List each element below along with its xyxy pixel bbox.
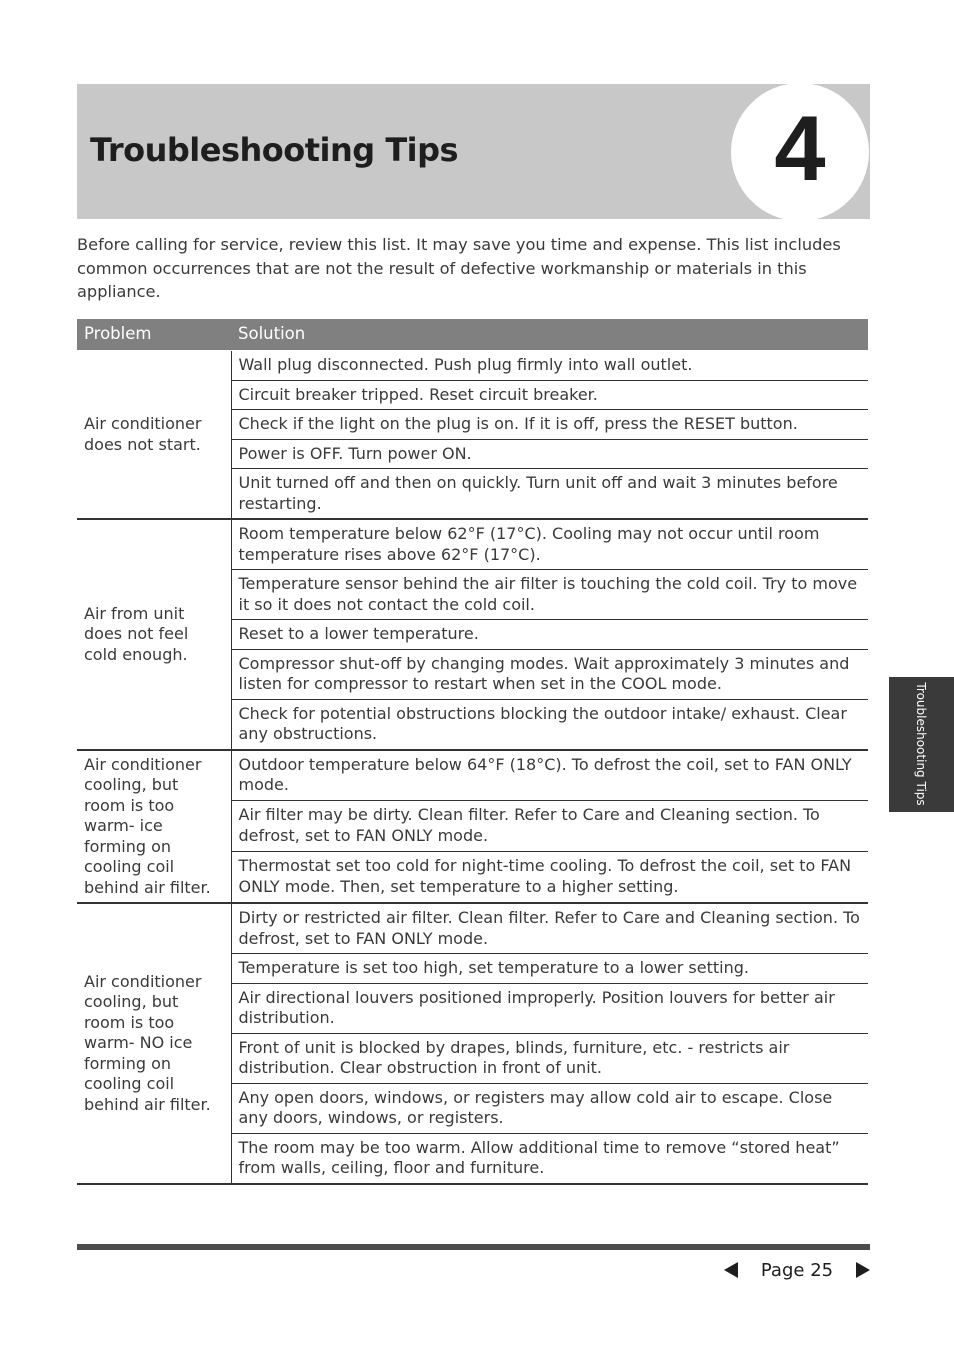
chapter-number: 4 — [774, 98, 826, 200]
section-side-tab[interactable] — [889, 677, 954, 812]
troubleshooting-table — [77, 319, 868, 1185]
solution-cell: Temperature is set too high, set temperature to a lower setting. — [231, 954, 868, 984]
solution-cell: Check for potential obstructions blocking the outdoor intake/ exhaust. Clear any obstructions. — [231, 699, 868, 750]
chapter-header — [77, 84, 870, 219]
page-title: Troubleshooting Tips — [90, 131, 459, 169]
problem-cell: Air conditioner cooling, but room is too warm- ice forming on cooling coil behind air filter. — [77, 750, 231, 904]
solution-cell: Thermostat set too cold for night-time cooling. To defrost the coil, set to FAN ONLY mode. Then, set temperature to a higher setting. — [231, 852, 868, 903]
problem-cell: Air conditioner cooling, but room is too warm- NO ice forming on cooling coil behind air filter. — [77, 903, 231, 1184]
page-number: Page 25 — [760, 1259, 834, 1281]
solution-cell: Air filter may be dirty. Clean filter. Refer to Care and Cleaning section. To defrost, set to FAN ONLY mode. — [231, 801, 868, 852]
solution-cell: Reset to a lower temperature. — [231, 620, 868, 650]
column-header-problem: Problem — [77, 319, 231, 351]
chapter-badge — [731, 84, 869, 219]
triangle-right-icon[interactable] — [856, 1262, 870, 1278]
triangle-left-icon[interactable] — [724, 1262, 738, 1278]
solution-cell: Check if the light on the plug is on. If it is off, press the RESET button. — [231, 410, 868, 440]
solution-cell: Any open doors, windows, or registers may allow cold air to escape. Close any doors, windows, or registers. — [231, 1083, 868, 1133]
table-row — [77, 519, 868, 570]
solution-cell: Room temperature below 62°F (17°C). Cooling may not occur until room temperature rises above 62°F (17°C). — [231, 519, 868, 570]
solution-cell: Dirty or restricted air filter. Clean filter. Refer to Care and Cleaning section. To defrost, set to FAN ONLY mode. — [231, 903, 868, 954]
table-header-row — [77, 319, 868, 351]
column-header-solution: Solution — [231, 319, 868, 351]
problem-cell: Air from unit does not feel cold enough. — [77, 519, 231, 750]
table-row — [77, 750, 868, 801]
table-row — [77, 903, 868, 954]
solution-cell: Front of unit is blocked by drapes, blinds, furniture, etc. - restricts air distribution. Clear obstruction in front of unit. — [231, 1033, 868, 1083]
solution-cell: Air directional louvers positioned improperly. Position louvers for better air distribution. — [231, 983, 868, 1033]
solution-cell: Circuit breaker tripped. Reset circuit breaker. — [231, 380, 868, 410]
table-row — [77, 351, 868, 381]
side-tab-label: Troubleshooting Tips — [914, 682, 928, 806]
page-navigation — [724, 1257, 870, 1283]
solution-cell: Power is OFF. Turn power ON. — [231, 439, 868, 469]
solution-cell: Unit turned off and then on quickly. Turn unit off and wait 3 minutes before restarting. — [231, 469, 868, 520]
solution-cell: Temperature sensor behind the air filter is touching the cold coil. Try to move it so it does not contact the cold coil. — [231, 570, 868, 620]
solution-cell: The room may be too warm. Allow additional time to remove “stored heat” from walls, ceiling, floor and furniture. — [231, 1133, 868, 1184]
footer-divider — [77, 1244, 870, 1250]
solution-cell: Outdoor temperature below 64°F (18°C). To defrost the coil, set to FAN ONLY mode. — [231, 750, 868, 801]
solution-cell: Compressor shut-off by changing modes. Wait approximately 3 minutes and listen for compressor to restart when set in the COOL mode. — [231, 649, 868, 699]
problem-cell: Air conditioner does not start. — [77, 351, 231, 520]
intro-paragraph: Before calling for service, review this list. It may save you time and expense. This list includes common occurrences that are not the result of defective workmanship or materials in this appliance. — [77, 235, 841, 301]
solution-cell: Wall plug disconnected. Push plug firmly into wall outlet. — [231, 351, 868, 381]
